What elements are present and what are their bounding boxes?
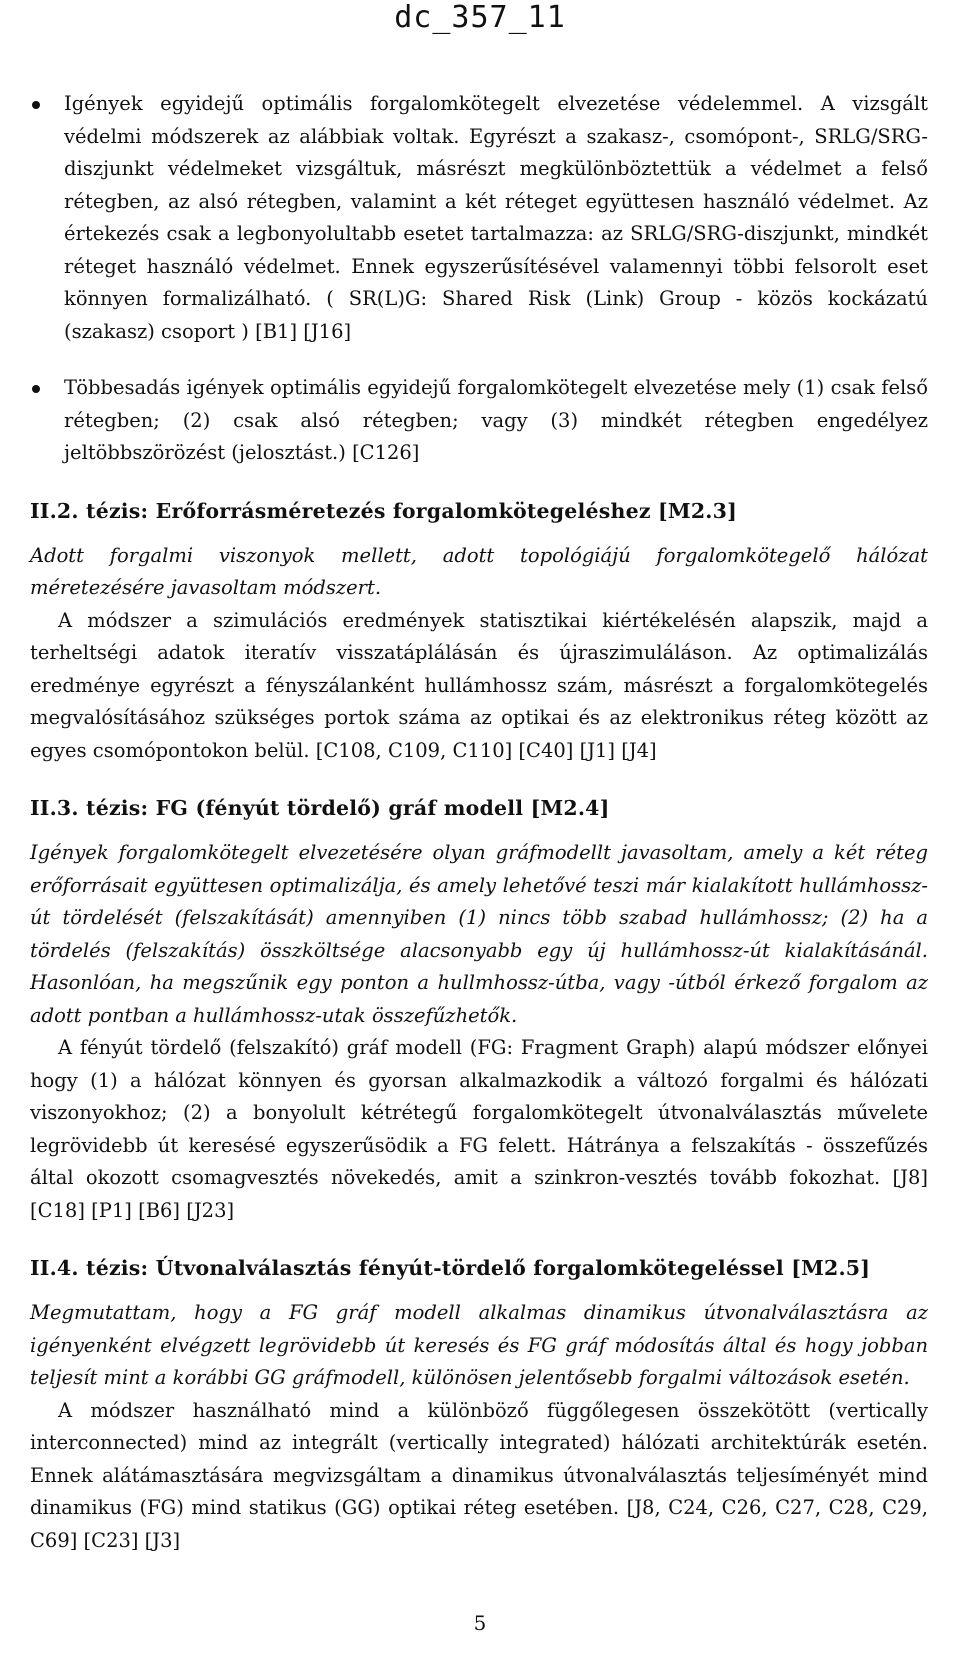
thesis-heading: II.3. tézis: FG (fényút tördelő) gráf modell [M2.4] <box>30 796 610 820</box>
page-content <box>30 88 928 1557</box>
thesis-heading: II.2. tézis: Erőforrásméretezés forgalomkötegeléshez [M2.3] <box>30 498 737 523</box>
list-item <box>30 88 928 348</box>
bullet-icon <box>32 385 40 393</box>
thesis-body: A módszer használható mind a különböző függőlegesen összekötött (vertically interconnected) mind az integrált (vertically integrated) hálózati architektúrák esetén. Ennek alátámasztására megvizsgáltam a dinamikus útvonalválasztás teljesíményét mind dinamikus (FG) mind statikus (GG) optikai réteg esetében. [J8, C24, C26, C27, C28, C29, C69] [C23] [J3] <box>30 1398 928 1552</box>
thesis-section-2-4 <box>30 1251 928 1557</box>
thesis-statement: Adott forgalmi viszonyok mellett, adott topológiájú forgalomkötegelő hálózat méretezésére javasoltam módszert. <box>30 543 928 599</box>
list-item-text: Többesadás igények optimális egyidejű forgalomkötegelt elvezetése mely (1) csak felső rétegben; (2) csak alsó rétegben; vagy (3) mindkét rétegben engedélyez jeltöbbszörözést (jelosztást.) [C126] <box>64 376 928 464</box>
thesis-statement: Igények forgalomkötegelt elvezetésére olyan gráfmodellt javasoltam, amely a két réteg erőforrásait együttesen optimalizálja, és amely lehetővé teszi már kialakított hullámhossz-út tördelését (felszakítását) amennyiben (1) nincs több szabad hullámhossz; (2) ha a tördelés (felszakítás) összköltsége alacsonyabb egy új hullámhossz-út kialakításánál. Hasonlóan, ha megszűnik egy ponton a hullmhossz-útba, vagy -útból érkező forgalom az adott pontban a hullámhossz-utak összefűzhetők. <box>30 841 928 1027</box>
bullet-icon <box>32 101 40 109</box>
thesis-section-2-2 <box>30 494 928 768</box>
document-id-header: dc_357_11 <box>394 0 566 35</box>
list-item-text: Igények egyidejű optimális forgalomkötegelt elvezetése védelemmel. A vizsgált védelmi módszerek az alábbiak voltak. Egyrészt a szakasz-, csomópont-, SRLG/SRG-diszjunkt védelmeket vizsgáltuk, másrészt megkülönböztettük a védelmet a felső rétegben, az alsó rétegben, valamint a két réteget együttesen használó védelmet. Az értekezés csak a legbonyolultabb esetet tartalmazza: az SRLG/SRG-diszjunkt, mindkét réteget használó védelmet. Ennek egyszerűsítésével valamennyi többi felsorolt eset könnyen formalizálható. ( SR(L)G: Shared Risk (Link) Group - közös kockázatú (szakasz) csoport ) [B1] [J16] <box>64 92 928 343</box>
thesis-statement: Megmutattam, hogy a FG gráf modell alkalmas dinamikus útvonalválasztásra az igényenként elvégzett legrövidebb út keresés és FG gráf módosítás által és hogy jobban teljesít mint a korábbi GG gráfmodell, különösen jelentősebb forgalmi változások esetén. <box>30 1301 928 1389</box>
thesis-heading: II.4. tézis: Útvonalválasztás fényút-tördelő forgalomkötegeléssel [M2.5] <box>30 1256 871 1280</box>
contribution-list <box>30 88 928 470</box>
page-number: 5 <box>473 1611 487 1635</box>
thesis-body: A módszer a szimulációs eredmények statisztikai kiértékelésén alapszik, majd a terheltségi adatok iteratív visszatáplálásán és újraszimuláláson. Az optimalizálás eredménye egyrészt a fényszálanként hullámhossz szám, másrészt a forgalomkötegelés megvalósításához szükséges portok száma az optikai és az elektronikus réteg között az egyes csomópontokon belül. [C108, C109, C110] [C40] [J1] [J4] <box>30 608 928 762</box>
thesis-section-2-3 <box>30 791 928 1227</box>
list-item <box>30 372 928 470</box>
thesis-body: A fényút tördelő (felszakító) gráf modell (FG: Fragment Graph) alapú módszer előnyei hogy (1) a hálózat könnyen és gyorsan alkalmazkodik a változó forgalmi és hálózati viszonyokhoz; (2) a bonyolult kétrétegű forgalomkötegelt útvonalválasztás művelete legrövidebb út keresésé egyszerűsödik a FG felett. Hátránya a felszakítás - összefűzés által okozott csomagvesztés növekedés, amit a szinkron-vesztés tovább fokozhat. [J8] [C18] [P1] [B6] [J23] <box>30 1036 928 1222</box>
